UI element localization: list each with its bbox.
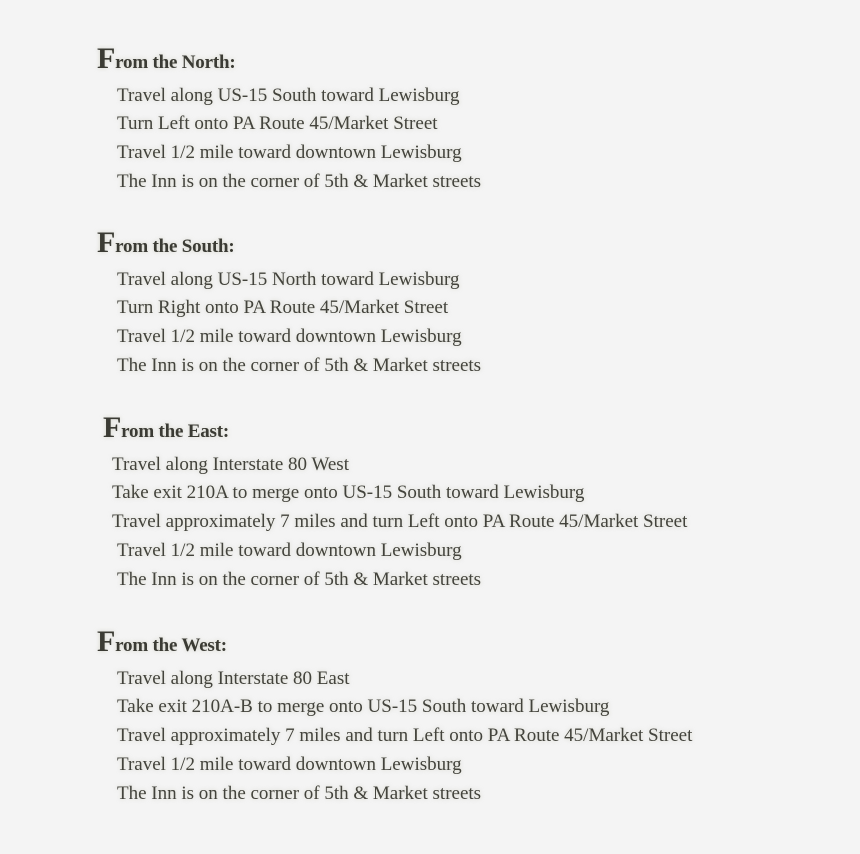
- direction-line: Take exit 210A to merge onto US-15 South toward Lewisburg: [112, 482, 585, 503]
- section-heading: [97, 627, 227, 657]
- section-heading: [97, 228, 234, 258]
- direction-line: Take exit 210A-B to merge onto US-15 South toward Lewisburg: [117, 696, 610, 717]
- direction-line: Turn Right onto PA Route 45/Market Street: [117, 297, 449, 318]
- direction-line: Travel along US-15 North toward Lewisburg: [117, 269, 460, 290]
- heading-initial: F: [103, 411, 122, 444]
- direction-line: Travel 1/2 mile toward downtown Lewisburg: [117, 540, 462, 561]
- direction-line: The Inn is on the corner of 5th & Market streets: [117, 355, 482, 376]
- direction-line: Travel approximately 7 miles and turn Left onto PA Route 45/Market Street: [112, 511, 688, 532]
- direction-line: The Inn is on the corner of 5th & Market streets: [117, 171, 482, 192]
- direction-line: Turn Left onto PA Route 45/Market Street: [117, 113, 438, 134]
- heading-text: rom the West:: [115, 635, 227, 656]
- direction-line: Travel approximately 7 miles and turn Left onto PA Route 45/Market Street: [117, 725, 693, 746]
- direction-line: Travel 1/2 mile toward downtown Lewisburg: [117, 754, 462, 775]
- heading-initial: F: [97, 42, 116, 75]
- direction-line: The Inn is on the corner of 5th & Market streets: [117, 783, 482, 804]
- section-heading: [97, 44, 235, 74]
- heading-text: rom the North:: [115, 52, 236, 73]
- heading-initial: F: [97, 226, 116, 259]
- direction-line: Travel along Interstate 80 East: [117, 668, 350, 689]
- direction-line: Travel 1/2 mile toward downtown Lewisburg: [117, 326, 462, 347]
- direction-line: Travel along Interstate 80 West: [112, 454, 349, 475]
- direction-line: Travel 1/2 mile toward downtown Lewisburg: [117, 142, 462, 163]
- heading-text: rom the South:: [115, 236, 235, 257]
- heading-text: rom the East:: [121, 421, 230, 442]
- section-heading: [103, 413, 229, 443]
- direction-line: Travel along US-15 South toward Lewisburg: [117, 85, 460, 106]
- direction-line: The Inn is on the corner of 5th & Market streets: [117, 569, 482, 590]
- heading-initial: F: [97, 625, 116, 658]
